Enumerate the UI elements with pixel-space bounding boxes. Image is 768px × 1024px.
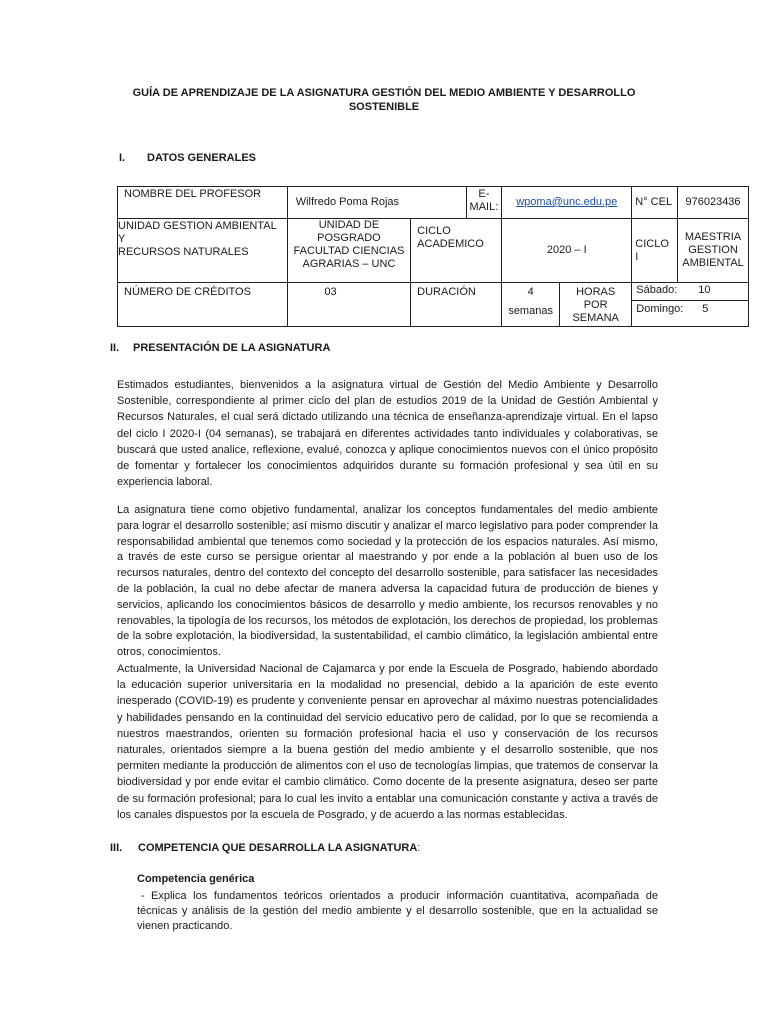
cel-label: N° CEL (632, 187, 678, 219)
document-title (120, 86, 648, 114)
email-link[interactable]: wpoma@unc.edu.pe (516, 196, 618, 208)
creditos-label: NÚMERO DE CRÉDITOS (118, 283, 288, 327)
unidad-value: UNIDAD DE POSGRADO FACULTAD CIENCIAS AGRARIAS – UNC (287, 219, 410, 283)
competencia-generica-heading: Competencia genérica (137, 873, 255, 885)
bullet-marker: - (141, 890, 145, 902)
document-title-line-1: GUÍA DE APRENDIZAJE DE LA ASIGNATURA GESTIÓN DEL MEDIO AMBIENTE Y DESARROLLO (132, 87, 636, 99)
profesor-label: NOMBRE DEL PROFESOR (118, 187, 288, 219)
email-label: E- MAIL: (466, 187, 502, 219)
section-number: II. (110, 342, 120, 354)
table-row (118, 187, 749, 219)
horas-label: HORAS POR SEMANA (560, 283, 632, 327)
section-title-suffix: : (417, 842, 421, 854)
bullet-text: Explica los fundamentos teóricos orientados a producir información cuantitativa, acompañada de técnicas y análisis de la gestión del medio ambiente y el desarrollo sostenible, que en la actualidad se vienen practicando. (137, 890, 658, 932)
presentacion-paragraph-3: Actualmente, la Universidad Nacional de Cajamarca y por ende la Escuela de Posgrado, habiendo abordado la educación superior universitaria en la modalidad no presencial, debido a la aparición de este evento inesperado (COVID-19) es prudente y conveniente pensar en aprovechar al máximo nuestras potencialidades y habilidades pensando en la continuidad del servicio educativo pero de calidad, por lo que se recomienda a nuestros maestrandos, orienten su formación profesional hacia el uso y conservación de los recursos naturales, orientados siempre a la buena gestión del medio ambiente y el desarrollo sostenible, que nos permiten mediante la producción de alimentos con el uso de tecnologías limpias, que tratemos de conservar la biodiversidad y por ende evitar el cambio climático. Como docente de la presente asignatura, deseo ser parte de su formación profesional; para lo cual les invito a entablar una comunicación constante y activa a través de los canales dispuestos por la escuela de Posgrado, y de acuerdo a las normas establecidas. (117, 663, 658, 821)
section-title: PRESENTACIÓN DE LA ASIGNATURA (133, 342, 331, 354)
domingo-row: Domingo: 5 (636, 303, 709, 315)
section-title: DATOS GENERALES (147, 152, 256, 164)
section-number: I. (119, 152, 126, 164)
cel-value: 976023436 (678, 187, 749, 219)
document-title-line-2: SOSTENIBLE (348, 101, 420, 113)
creditos-value: 03 (287, 283, 410, 327)
unidad-label: UNIDAD GESTION AMBIENTAL Y RECURSOS NATURALES (118, 219, 288, 283)
competencia-bullet (137, 889, 658, 934)
programa-value: MAESTRIA GESTION AMBIENTAL (678, 219, 749, 283)
section-title: COMPETENCIA QUE DESARROLLA LA ASIGNATURA (138, 842, 418, 854)
ciclo-label: CICLO I (632, 219, 678, 283)
duracion-label: DURACIÓN (411, 283, 502, 327)
table-row (118, 219, 749, 283)
section-heading-presentacion (110, 341, 330, 355)
duracion-value: 4 semanas (502, 283, 560, 327)
section-heading-datos-generales (119, 151, 256, 165)
section-number: III. (110, 842, 123, 854)
presentacion-paragraph-2: La asignatura tiene como objetivo fundamental, analizar los conceptos fundamentales del medio ambiente para lograr el desarrollo sostenible; así mismo discutir y analizar el marco legislativo para poder comprender la responsabilidad ambiental que tenemos como sociedad y la protección de los espacios naturales. Así mismo, a través de este curso se persigue orientar al maestrando y por ende a la población al buen uso de los recursos naturales, dentro del contexto del concepto del desarrollo sostenible, para satisfacer las necesidades de la población, la cual no debe afectar de manera adversa la capacidad futura de producción de bienes y servicios, aplicando los conocimientos básicos de desarrollo y medio ambiente, los recursos renovables y no renovables, la tipología de los recursos, los métodos de explotación, los derechos de propiedad, los problemas de la sobre explotación, la biodiversidad, la sustentabilidad, el cambio climático, la legislación ambiental entre otros, conocimientos. (117, 504, 658, 659)
table-row (118, 283, 749, 327)
ciclo-academico-label: CICLO ACADEMICO (411, 219, 502, 283)
sabado-row: Sábado: 10 (632, 283, 748, 301)
datos-generales-table (117, 186, 749, 327)
section-heading-competencia (110, 841, 420, 855)
email-value (502, 187, 632, 219)
horas-value (632, 283, 749, 327)
presentacion-paragraph-1: Estimados estudiantes, bienvenidos a la asignatura virtual de Gestión del Medio Ambiente y Desarrollo Sostenible, correspondiente al primer ciclo del plan de estudios 2019 de la Unidad de Gestión Ambiental y Recursos Naturales, el cual será dictado utilizando una técnica de enseñanza-aprendizaje virtual. En el lapso del ciclo I 2020-I (04 semanas), se trabajará en diferentes actividades tanto individuales y colaborativas, se buscará que usted analice, reflexione, evalué, conozca y aplique conocimientos nuevos con el único propósito de fomentar y fortalecer los conocimientos adquiridos durante su formación profesional y sea útil en su experiencia laboral. (117, 379, 658, 489)
profesor-value: Wilfredo Poma Rojas (287, 187, 466, 219)
ciclo-academico-value: 2020 – I (502, 219, 632, 283)
